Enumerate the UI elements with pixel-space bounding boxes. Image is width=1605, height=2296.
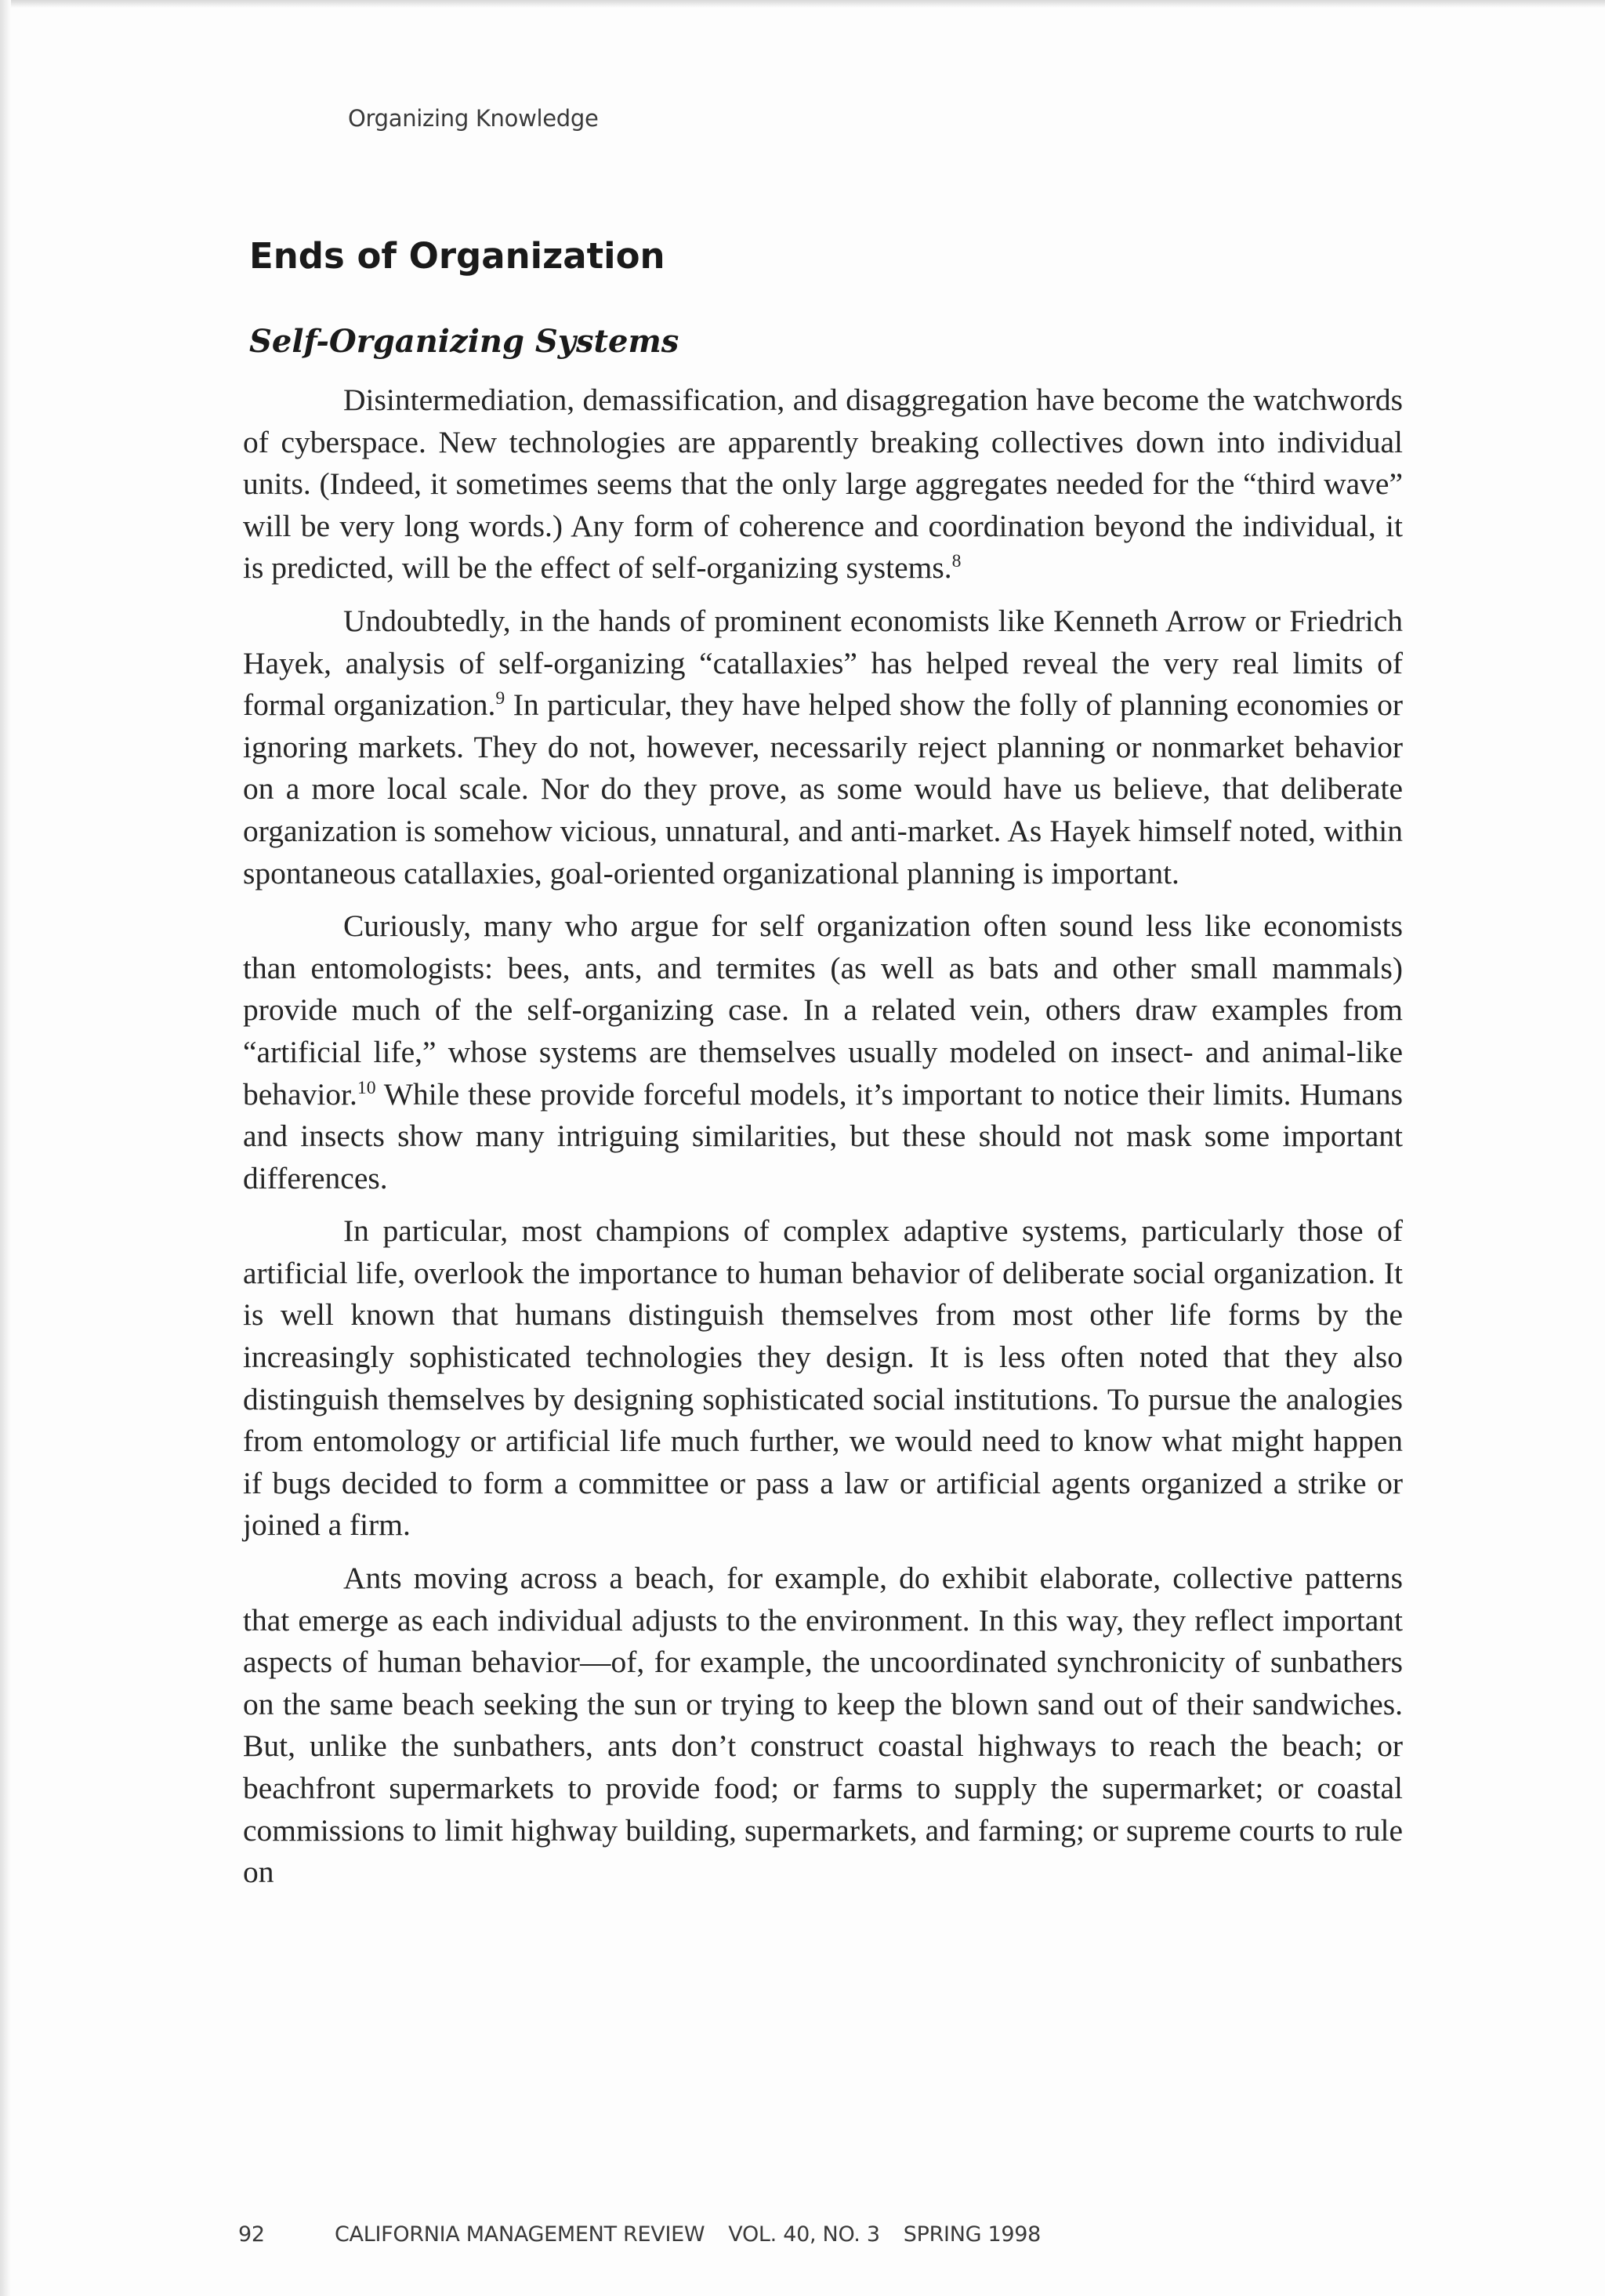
running-head: Organizing Knowledge [348, 105, 599, 132]
journal-name: CALIFORNIA MANAGEMENT REVIEW [335, 2222, 705, 2247]
paragraph-text: Ants moving across a beach, for example, do exhibit elaborate, collective patterns that emerge as each individual adjusts to the environment. In this way, they reflect important aspects of human behavior—of, for example, the uncoordinated synchronicity of sunbathers on the same beach seeking the sun or trying to keep the blown sand out of their sandwiches. But, unlike the sunbathers, ants don’t construct coastal highways to reach the beach; or beachfront supermarkets to provide food; or farms to supply the supermarket; or coastal commissions to limit highway building, supermarkets, and farming; or supreme courts to rule on [243, 1561, 1403, 1890]
subsection-title: Self-Organizing Systems [249, 323, 679, 360]
paragraph-3 [243, 905, 1403, 1199]
paragraph-text: Disintermediation, demassification, and disaggregation have become the watchwords of cyberspace. New technologies are apparently breaking collectives down into individual units. (Indeed, it sometimes seems that the only large aggregates needed for the “third wave” will be very long words.) Any form of coherence and coordination beyond the individual, it is predicted, will be the effect of self-organizing systems. [243, 383, 1403, 586]
scan-edge-top [0, 0, 1605, 8]
volume-number: VOL. 40, NO. 3 [728, 2222, 880, 2247]
paragraph-2 [243, 600, 1403, 894]
paragraph-text: In particular, most champions of complex adaptive systems, particularly those of artificial life, overlook the importance to human behavior of deliberate social organization. It is well known that humans distinguish themselves from most other life forms by the increasingly sophisticated technologies they design. It is less often noted that they also distinguish themselves by designing sophisticated social institutions. To pursue the analogies from entomology or artificial life much further, we would need to know what might happen if bugs decided to form a committee or pass a law or artificial agents organized a strike or joined a firm. [243, 1213, 1403, 1543]
page-number: 92 [238, 2222, 265, 2247]
body-text [243, 379, 1403, 1905]
paragraph-text-tail: In particular, they have helped show the folly of planning economies or ignoring markets. They do not, however, necessarily reject planning or nonmarket behavior on a more local scale. Nor do they prove, as some would have us believe, that deliberate organization is somehow vicious, unnatural, and anti-market. As Hayek himself noted, within spontaneous catallaxies, goal-oriented organizational planning is important. [243, 687, 1404, 890]
issue-date: SPRING 1998 [903, 2222, 1042, 2247]
footnote-ref-8: 8 [951, 551, 962, 572]
paragraph-5 [243, 1558, 1403, 1894]
footnote-ref-10: 10 [357, 1077, 376, 1098]
footnote-ref-9: 9 [495, 688, 505, 709]
page-footer [238, 2222, 1041, 2247]
paragraph-1 [243, 379, 1403, 589]
paragraph-text: Curiously, many who argue for self organization often sound less like economists than entomologists: bees, ants, and termites (as well as bats and other small mammals) provide much of the self-organizing case. In a related vein, others draw examples from “artificial life,” whose systems are themselves usually modeled on insect- and animal-like behavior. [243, 909, 1403, 1112]
paragraph-4 [243, 1210, 1403, 1547]
paragraph-text: Undoubtedly, in the hands of prominent economists like Kenneth Arrow or Friedrich Hayek, analysis of self-organizing “catallaxies” has helped reveal the very real limits of formal organization. [243, 603, 1403, 723]
scan-edge-left [0, 0, 11, 2296]
paragraph-text-tail: While these provide forceful models, it’s important to notice their limits. Humans and insects show many intriguing similarities, but these should not mask some important differences. [243, 1076, 1403, 1195]
section-title: Ends of Organization [249, 235, 665, 277]
